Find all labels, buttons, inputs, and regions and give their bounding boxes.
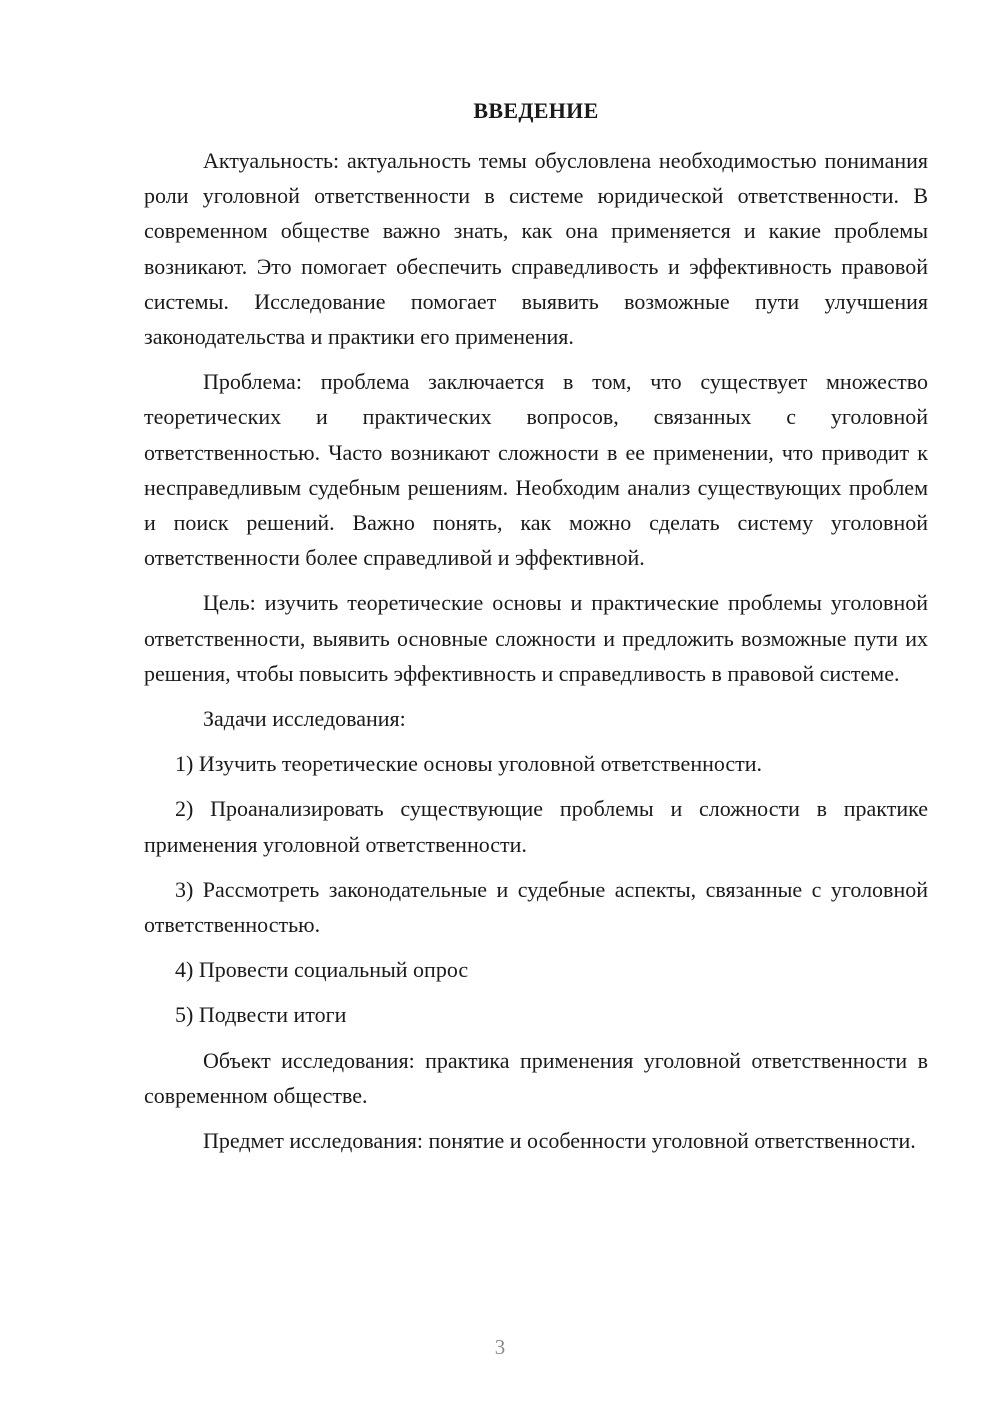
goal-paragraph: Цель: изучить теоретические основы и практические проблемы уголовной ответственности, выявить основные сложности и предложить возможные пути их решения, чтобы повысить эффективность и справедливость в правовой системе. — [144, 590, 928, 686]
problem-paragraph: Проблема: проблема заключается в том, что существует множество теоретических и практических вопросов, связанных с уголовной ответственностью. Часто возникают сложности в ее применении, что приводит к несправедливым судебным решениям. Необходим анализ существующих проблем и поиск решений. Важно понять, как можно сделать систему уголовной ответственности более справедливой и эффективной. — [144, 369, 928, 571]
section-heading: ВВЕДЕНИЕ — [473, 98, 599, 123]
research-subject-paragraph: Предмет исследования: понятие и особенности уголовной ответственности. — [203, 1128, 916, 1154]
document-body — [144, 143, 928, 1168]
tasks-heading: Задачи исследования: — [203, 706, 406, 732]
task-item-4: 4) Провести социальный опрос — [175, 957, 469, 983]
page-number: 3 — [494, 1335, 506, 1359]
task-item-2: 2) Проанализировать существующие проблемы и сложности в практике применения уголовной ответственности. — [144, 796, 928, 857]
task-item-5: 5) Подвести итоги — [175, 1002, 347, 1028]
research-object-paragraph: Объект исследования: практика применения уголовной ответственности в современном обществе. — [144, 1047, 928, 1108]
relevance-paragraph: Актуальность: актуальность темы обусловлена необходимостью понимания роли уголовной ответственности в системе юридической ответственности. В современном обществе важно знать, как она применяется и какие проблемы возникают. Это помогает обеспечить справедливость и эффективность правовой системы. Исследование помогает выявить возможные пути улучшения законодательства и практики его применения. — [144, 148, 928, 350]
task-item-3: 3) Рассмотреть законодательные и судебные аспекты, связанные с уголовной ответственностью. — [144, 876, 928, 938]
task-item-1: 1) Изучить теоретические основы уголовной ответственности. — [175, 751, 763, 777]
